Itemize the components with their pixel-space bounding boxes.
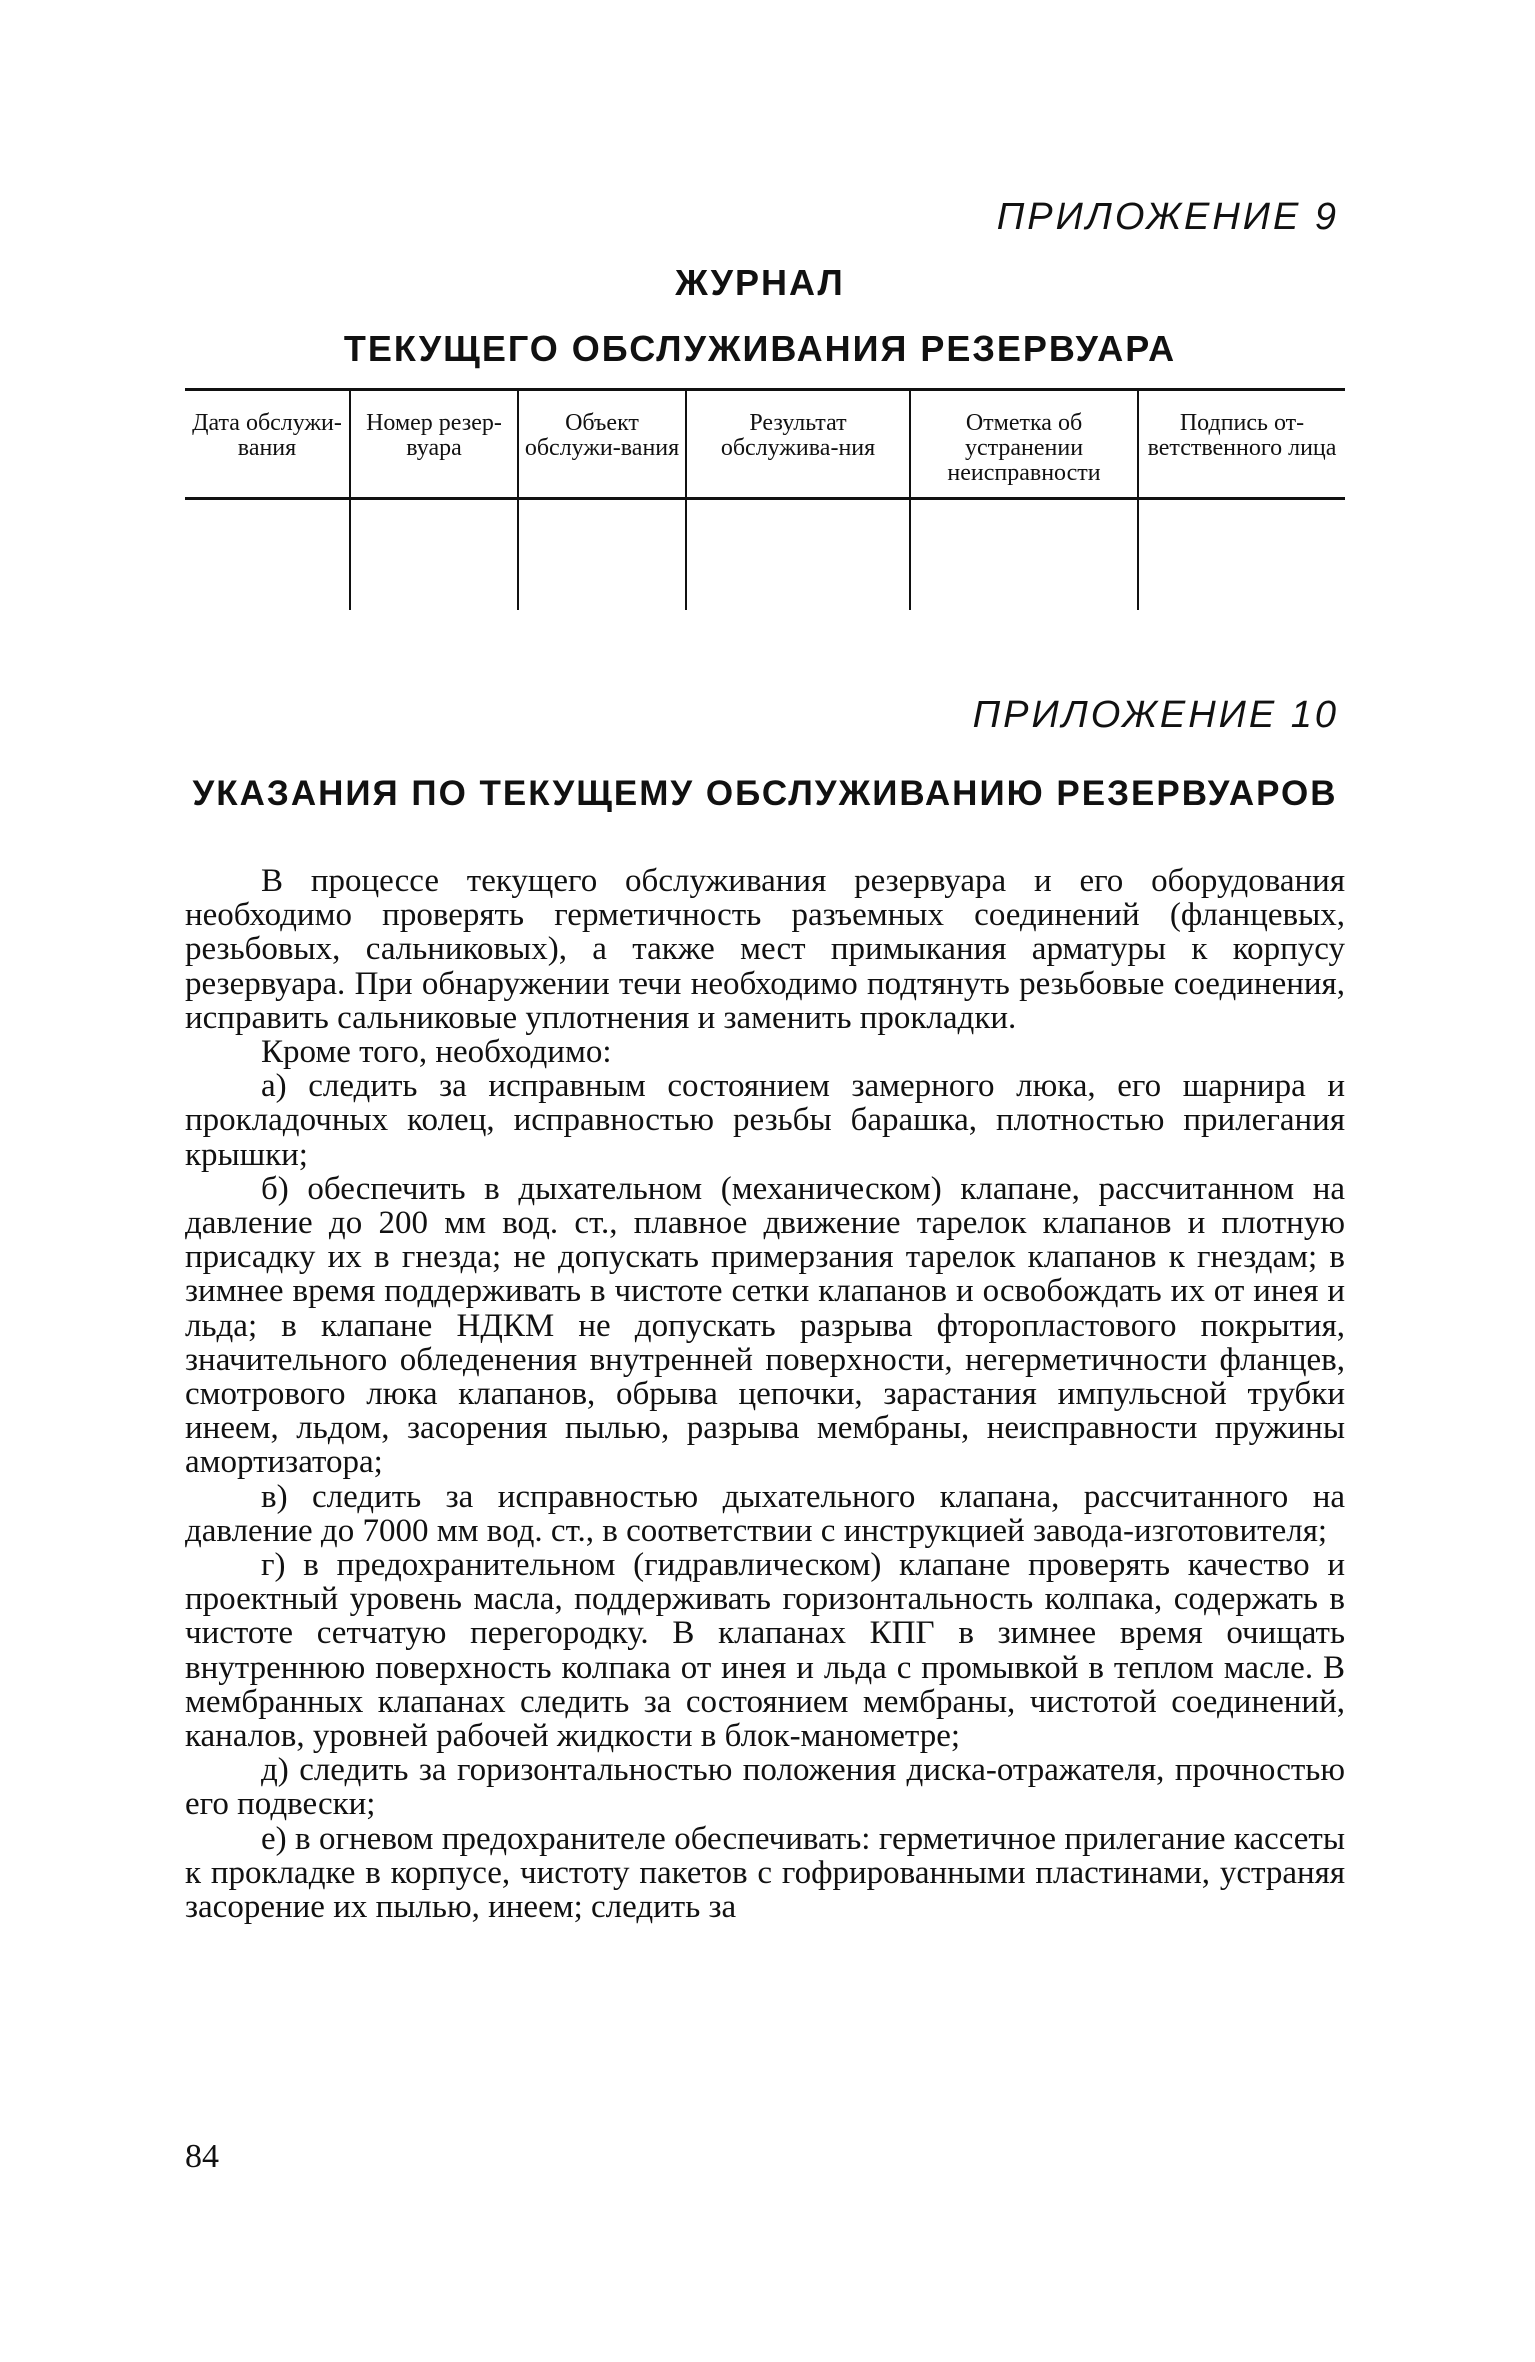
maintenance-log-table xyxy=(185,388,1345,610)
paragraph-item-g: г) в предохранительном (гидравлическом) клапане проверять качество и проектный уровень масла, поддерживать горизонтальность колпака, содержать в чистоте сетчатую перегородку. В клапанах КПГ в зимнее время очищать внутреннюю поверхность колпака от инея и льда с промывкой в теплом масле. В мембранных клапанах следить за состоянием мембраны, чистотой соединений, каналов, уровней рабочей жидкости в блок-манометре; xyxy=(185,1547,1345,1755)
journal-title: ЖУРНАЛ xyxy=(675,262,845,303)
table-cell xyxy=(910,499,1138,611)
column-header-date: Дата обслужи-вания xyxy=(192,410,342,461)
table-row xyxy=(185,499,1345,611)
section-title: УКАЗАНИЯ ПО ТЕКУЩЕМУ ОБСЛУЖИВАНИЮ РЕЗЕРВУАРОВ xyxy=(192,774,1338,813)
table-cell xyxy=(686,499,910,611)
paragraph: Кроме того, необходимо: xyxy=(261,1034,612,1071)
column-header-signature: Подпись от-ветственного лица xyxy=(1138,390,1345,499)
paragraph-item-b: б) обеспечить в дыхательном (механическом) клапане, рассчитанном на давление до 200 мм вод. ст., плавное движение тарелок клапанов и плотную присадку их в гнезда; не допускать примерзания тарелок клапанов к гнездам; в зимнее время поддерживать в чистоте сетки клапанов и освобождать их от инея и льда; в клапане НДКМ не допускать разрыва фторопластового покрытия, значительного обледенения внутренней поверхности, негерметичности фланцев, смотрового люка клапанов, обрыва цепочки, зарастания импульсной трубки инеем, льдом, засорения пылью, разрыва мембраны, неисправности пружины амортизатора; xyxy=(185,1170,1345,1481)
paragraph-item-d: д) следить за горизонтальностью положения диска-отражателя, прочностью его подвески; xyxy=(185,1752,1345,1823)
paragraph-item-e: е) в огневом предохранителе обеспечивать: герметичное прилегание кассеты к прокладке в корпусе, чистоту пакетов с гофрированными пластинами, устраняя засорение их пылью, инеем; следить за xyxy=(185,1820,1345,1926)
page-number: 84 xyxy=(185,2138,219,2175)
paragraph-item-v: в) следить за исправностью дыхательного клапана, рассчитанного на давление до 7000 мм вод. ст., в соответствии с инструкцией завода-изготовителя; xyxy=(185,1478,1345,1549)
paragraph: В процессе текущего обслуживания резервуара и его оборудования необходимо проверять герметичность разъемных соединений (фланцевых, резьбовых, сальниковых), а также мест примыкания арматуры к корпусу резервуара. При обнаружении течи необходимо подтянуть резьбовые соединения, исправить сальниковые уплотнения и заменить прокладки. xyxy=(185,863,1345,1036)
column-header-object: Объект обслужи-вания xyxy=(518,390,686,499)
table-cell xyxy=(518,499,686,611)
paragraph-item-a: а) следить за исправным состоянием замерного люка, его шарнира и прокладочных колец, исправностью резьбы барашка, плотностью прилегания крышки; xyxy=(185,1068,1345,1173)
table-cell xyxy=(185,499,350,611)
column-header-fault-fix: Отметка об устранении неисправности xyxy=(910,390,1138,499)
table-cell xyxy=(1138,499,1345,611)
journal-subtitle: ТЕКУЩЕГО ОБСЛУЖИВАНИЯ РЕЗЕРВУАРА xyxy=(343,328,1177,369)
instructions-body xyxy=(185,864,1345,1924)
column-header-tank-number: Номер резер-вуара xyxy=(350,390,518,499)
table-cell xyxy=(350,499,518,611)
table-header-row xyxy=(185,390,1345,499)
column-header-result: Результат обслужива-ния xyxy=(686,390,910,499)
appendix-9-label: ПРИЛОЖЕНИЕ 9 xyxy=(996,196,1339,238)
appendix-10-label: ПРИЛОЖЕНИЕ 10 xyxy=(972,694,1339,736)
